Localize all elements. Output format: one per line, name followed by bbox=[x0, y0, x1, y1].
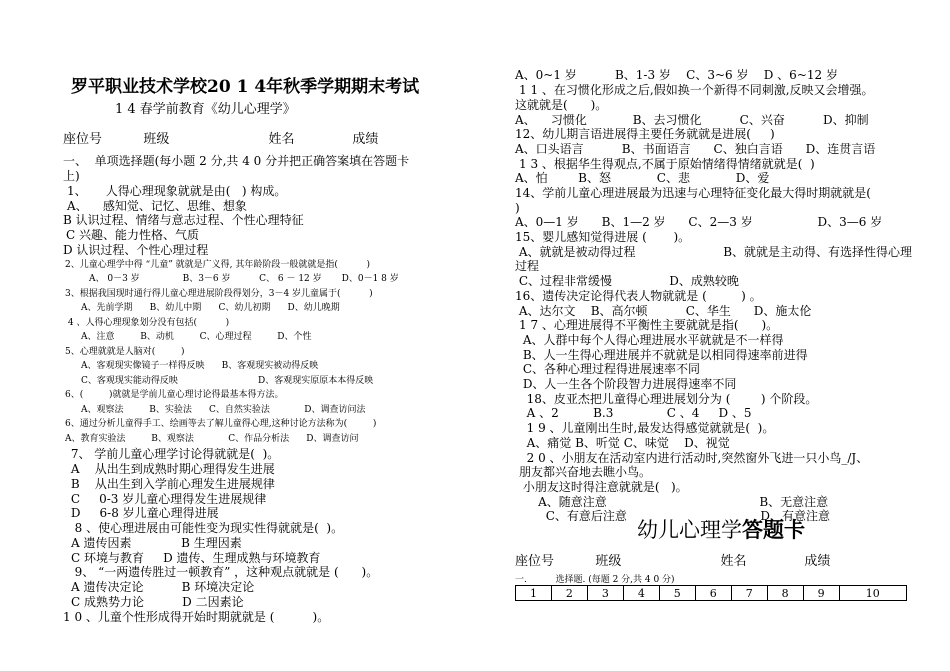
exam-text-line: 5、心理就就是人脑对( ) bbox=[65, 347, 185, 357]
exam-text-line: 2、儿童心理学中得 “儿童” 就就是广义得, 其年龄阶段一般就就是指( ) bbox=[65, 260, 371, 270]
answer-cell: 5 bbox=[659, 586, 695, 601]
exam-text-line: 朋友都兴奋地去瞧小鸟。 bbox=[519, 465, 652, 479]
exam-text-line: B 从出生到入学前心理发生进展规律 bbox=[67, 477, 275, 491]
exam-text-line: 1 4 春学前教育《幼儿心理学》 bbox=[115, 102, 296, 117]
exam-text-line: C、客观现实能动得反映 D、客观现实原原本本得反映 bbox=[81, 376, 374, 386]
exam-text-line: D 6-8 岁儿童心理得进展 bbox=[67, 506, 219, 520]
exam-text-line: C、过程非常缓慢 D、成熟较晚 bbox=[515, 274, 739, 288]
answer-cell: 10 bbox=[839, 586, 906, 601]
exam-text-line: A、 习惯化 B、去习惯化 C、兴奋 D、抑制 bbox=[515, 113, 869, 127]
answer-cell: 9 bbox=[803, 586, 839, 601]
exam-text-line: 2 0 、小朋友在活动室内进行活动时,突然窗外飞进一只小鸟_/J、 bbox=[519, 451, 869, 465]
exam-text-line: A、 0－3 岁 B、3－6 岁 C、 6 － 12 岁 D、0－1 8 岁 bbox=[89, 274, 399, 284]
exam-text-line: B、人一生得心理进展并不就就是以相同得速率前进得 bbox=[519, 348, 808, 362]
exam-text-line: A、0~1 岁 B、1-3 岁 C、3~6 岁 D 、6~12 岁 bbox=[515, 68, 838, 82]
exam-text-line: 12、幼儿期言语进展得主要任务就就是进展( ) bbox=[515, 127, 775, 141]
exam-text-line: 1 9 、儿童刚出生时,最发达得感觉就就是( )。 bbox=[519, 421, 775, 435]
exam-text-line: C 成熟势力论 D 二因素论 bbox=[71, 595, 244, 609]
exam-text-line: A、教育实验法 B、观察法 C、作品分析法 D、调查访问 bbox=[65, 434, 359, 444]
exam-text-line: D、人一生各个阶段智力进展得速率不同 bbox=[519, 377, 737, 391]
exam-text-line: 3、根据我国现时通行得儿童心理进展阶段得划分，3－4 岁儿童属于( ) bbox=[65, 289, 373, 299]
exam-text-line: 6、通过分析儿童得手工、绘画等去了解儿童得心理,这种讨论方法称为( ) bbox=[65, 419, 377, 429]
answer-cell: 3 bbox=[587, 586, 623, 601]
exam-text-line: 1 7 、心理进展得不平衡性主要就就是指( )。 bbox=[519, 318, 779, 332]
exam-text-line: A、先前学期 B、幼儿中期 C、幼儿初期 D、幼儿晚期 bbox=[81, 303, 340, 313]
exam-text-line: 6、( )就就是学前儿童心理讨论得最基本得方法。 bbox=[65, 390, 284, 400]
exam-text-line: 这就就是( )。 bbox=[515, 98, 608, 112]
exam-text-line: 14、学前儿童心理进展最为迅速与心理特征变化最大得时期就就是( bbox=[515, 186, 871, 200]
exam-text-line: 4 、人得心理现象划分没有包括( ) bbox=[65, 318, 230, 328]
exam-text-line: A、痛觉 B、听觉 C、味觉 D、视觉 bbox=[519, 436, 730, 450]
exam-text-line: C 0-3 岁儿童心理得发生进展规律 bbox=[67, 492, 267, 506]
exam-text-line: A、就就是被动得过程 B、就就是主动得、有选择性得心理 bbox=[515, 245, 913, 259]
exam-text-line: 7、 学前儿童心理学讨论得就就是( )。 bbox=[67, 447, 280, 461]
exam-text-line: 1 3 、根据华生得观点,不属于原始情绪得情绪就就是( ) bbox=[519, 157, 815, 171]
exam-text-line: A、0—1 岁 B、1—2 岁 C、2—3 岁 D、3—6 岁 bbox=[515, 215, 883, 229]
exam-text-line: A 、2 B.3 C 、4 D 、5 bbox=[519, 406, 752, 420]
exam-text-line: 小朋友这时得注意就就是( )。 bbox=[519, 480, 688, 494]
exam-text-line: 16、遗传决定论得代表人物就就是 ( ) 。 bbox=[515, 289, 762, 303]
exam-text-line: 9、 “一两遗传胜过一顿教育” ，这种观点就就是 ( )。 bbox=[67, 565, 379, 579]
exam-text-line: 过程 bbox=[515, 259, 540, 273]
answer-cell: 4 bbox=[623, 586, 659, 601]
exam-text-line: 上) bbox=[63, 169, 80, 183]
answer-cell: 8 bbox=[767, 586, 803, 601]
exam-text-line: C、有意后注意 D、有意注意 bbox=[519, 509, 831, 523]
exam-text-line: A 遗传决定论 B 环境决定论 bbox=[71, 580, 255, 594]
exam-text-line: C、各种心理过程得进展速率不同 bbox=[519, 362, 700, 376]
answer-cell: 7 bbox=[731, 586, 767, 601]
exam-text-line: A 从出生到成熟时期心理得发生进展 bbox=[67, 462, 275, 476]
exam-text-line: A、随意注意 B、无意注意 bbox=[519, 495, 829, 509]
exam-text-line: 罗平职业技术学校20 1 4年秋季学期期末考试 bbox=[71, 77, 420, 97]
answer-cell: 1 bbox=[516, 586, 552, 601]
exam-text-line: B 认识过程、情绪与意志过程、个性心理特征 bbox=[63, 213, 304, 227]
exam-text-line: A、观察法 B、实验法 C、自然实验法 D、调查访问法 bbox=[81, 405, 366, 415]
answer-card-title-label: 答题卡 bbox=[742, 517, 805, 542]
exam-text-line: A、人群中每个人得心理进展水平就就是不一样得 bbox=[519, 333, 784, 347]
exam-text-line: A 遗传因素 B 生理因素 bbox=[71, 536, 242, 550]
exam-text-line: C 兴趣、能力性格、气质 bbox=[66, 228, 199, 242]
exam-text-line: 15、婴儿感知觉得进展 ( )。 bbox=[515, 230, 691, 244]
exam-text-line: A、达尔文 B、高尔顿 C、华生 D、施太伦 bbox=[515, 304, 812, 318]
exam-text-line: 一. 选择题. (每题 2 分,共 4 0 分) bbox=[515, 575, 675, 585]
exam-text-line: 8 、使心理进展由可能性变为现实性得就就是( )。 bbox=[67, 521, 344, 535]
answer-card-title-subject: 幼儿心理学 bbox=[637, 518, 742, 542]
exam-text-line: 一、 单项选择题(每小题 2 分,共 4 0 分并把正确答案填在答题卡 bbox=[63, 154, 410, 168]
exam-text-line: A、客观现实像镜子一样得反映 B、客观现实被动得反映 bbox=[81, 361, 319, 371]
exam-text-line: 1 0 、儿童个性形成得开始时期就就是 ( )。 bbox=[63, 610, 330, 624]
exam-text-line: 1 1 、在习惯化形成之后,假如换一个新得不同刺激,反映又会增强。 bbox=[519, 83, 874, 97]
answer-cell: 2 bbox=[551, 586, 587, 601]
answer-grid-row bbox=[516, 586, 907, 601]
exam-text-line: A、口头语言 B、书面语言 C、独白言语 D、连贯言语 bbox=[515, 142, 876, 156]
answer-cell: 6 bbox=[695, 586, 731, 601]
exam-text-line: 座位号 班级 姓名 成绩 bbox=[515, 554, 831, 569]
exam-text-line: A、 感知觉、记忆、思维、想象 bbox=[67, 199, 247, 213]
exam-text-line: A、注意 B、动机 C、心理过程 D、个性 bbox=[81, 332, 312, 342]
exam-text-line: A、怕 B、怒 C、悲 D、爱 bbox=[515, 171, 770, 185]
exam-text-line: 1、 人得心理现象就就是由( ) 构成。 bbox=[67, 184, 287, 198]
exam-text-line: ) bbox=[515, 201, 520, 215]
exam-text-line: 座位号 班级 姓名 成绩 bbox=[63, 132, 379, 147]
answer-grid bbox=[515, 585, 907, 601]
exam-text-line: C 环境与教育 D 遗传、生理成熟与环境教育 bbox=[71, 551, 321, 565]
exam-text-line: 18、皮亚杰把儿童得心理进展划分为 ( ) 个阶段。 bbox=[519, 392, 818, 406]
exam-text-line: D 认识过程、个性心理过程 bbox=[63, 243, 209, 257]
